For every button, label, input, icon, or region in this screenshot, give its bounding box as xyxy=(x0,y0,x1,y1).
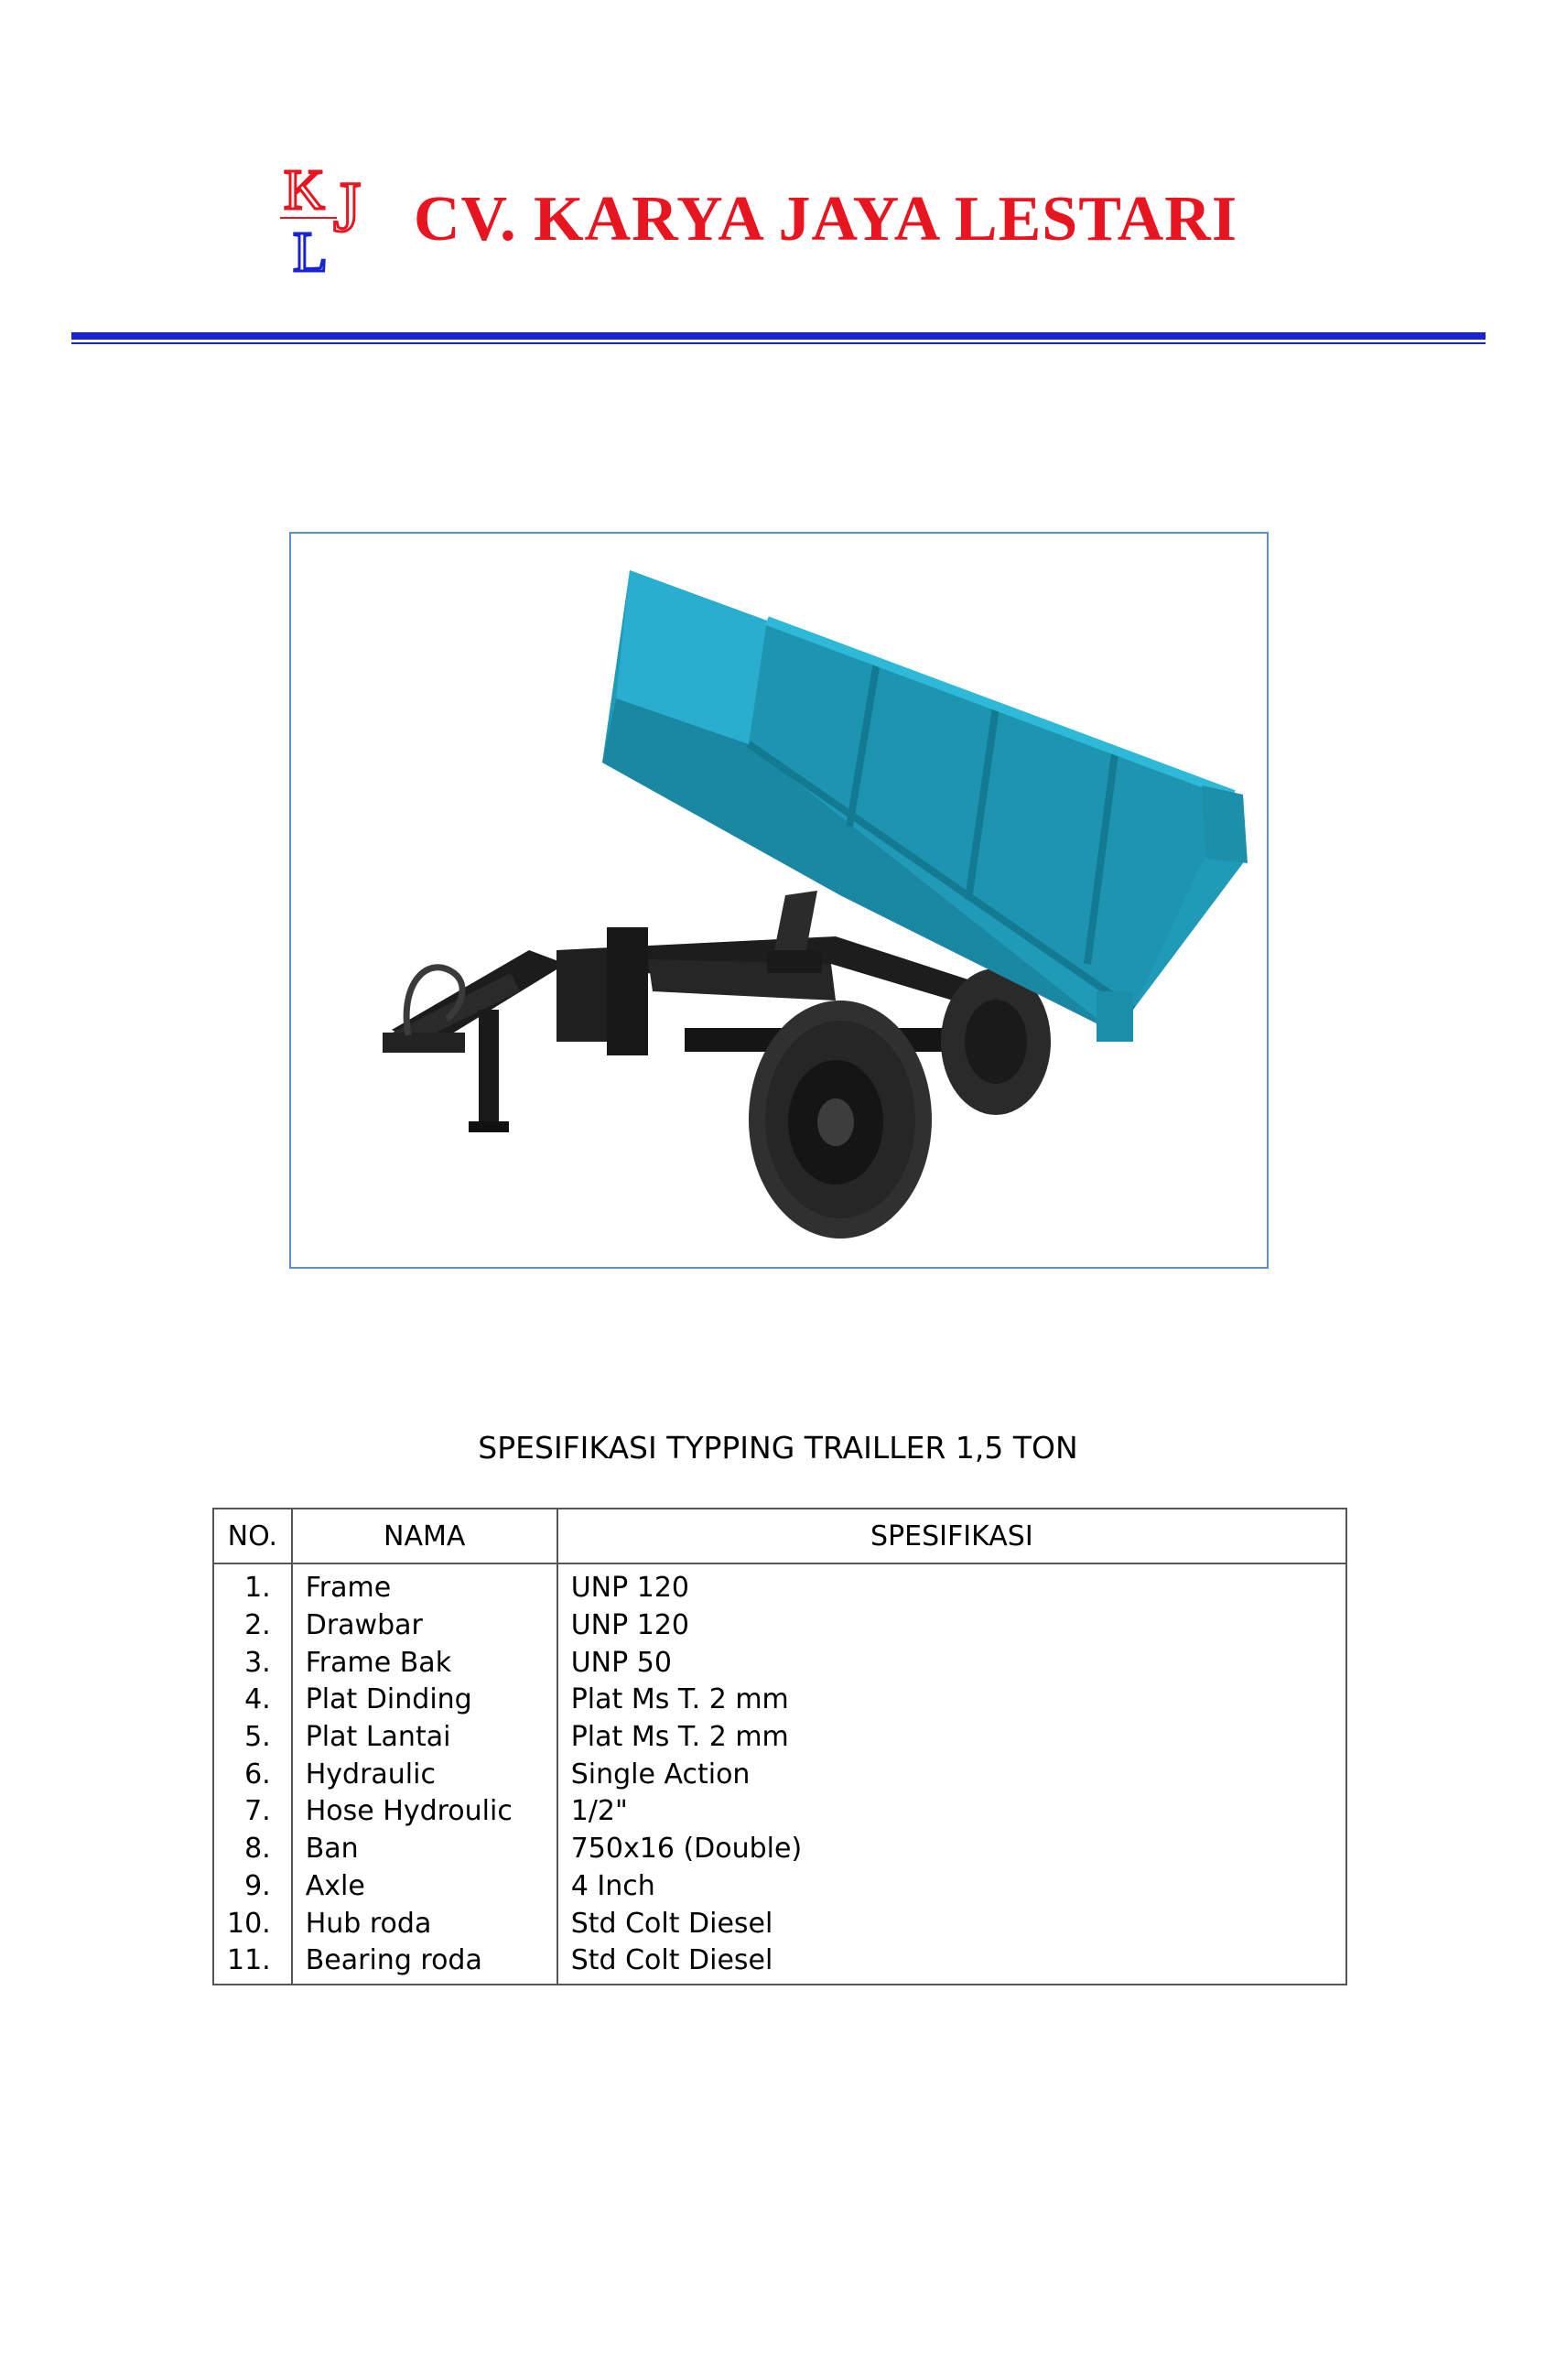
row-no: 1. xyxy=(213,1563,292,1607)
table-row xyxy=(213,1868,1346,1906)
product-photo-frame xyxy=(289,532,1269,1269)
column-header-no: NO. xyxy=(213,1509,292,1563)
row-spesifikasi: UNP 120 xyxy=(557,1607,1346,1645)
row-no: 9. xyxy=(213,1868,292,1906)
row-spesifikasi: 750x16 (Double) xyxy=(557,1831,1346,1868)
row-no: 6. xyxy=(213,1756,292,1793)
letterhead xyxy=(0,146,1556,293)
row-spesifikasi: 4 Inch xyxy=(557,1868,1346,1906)
row-nama: Plat Dinding xyxy=(292,1682,557,1719)
table-row xyxy=(213,1682,1346,1719)
row-nama: Frame xyxy=(292,1563,557,1607)
row-no: 10. xyxy=(213,1905,292,1942)
table-row xyxy=(213,1831,1346,1868)
row-spesifikasi: 1/2" xyxy=(557,1793,1346,1831)
svg-text:J: J xyxy=(333,167,362,246)
header-rule-thin xyxy=(71,342,1486,344)
table-row xyxy=(213,1942,1346,1985)
row-spesifikasi: Std Colt Diesel xyxy=(557,1905,1346,1942)
company-logo xyxy=(276,156,386,284)
row-nama: Drawbar xyxy=(292,1607,557,1645)
row-nama: Hydraulic xyxy=(292,1756,557,1793)
row-nama: Frame Bak xyxy=(292,1644,557,1682)
row-nama: Bearing roda xyxy=(292,1942,557,1985)
row-no: 2. xyxy=(213,1607,292,1645)
table-row xyxy=(213,1756,1346,1793)
spec-table xyxy=(212,1508,1347,1985)
svg-text:K: K xyxy=(284,159,325,222)
row-no: 7. xyxy=(213,1793,292,1831)
row-spesifikasi: UNP 50 xyxy=(557,1644,1346,1682)
row-spesifikasi: Plat Ms T. 2 mm xyxy=(557,1682,1346,1719)
row-nama: Ban xyxy=(292,1831,557,1868)
row-nama: Plat Lantai xyxy=(292,1719,557,1757)
table-row xyxy=(213,1563,1346,1607)
row-spesifikasi: Plat Ms T. 2 mm xyxy=(557,1719,1346,1757)
row-no: 11. xyxy=(213,1942,292,1985)
row-nama: Hose Hydroulic xyxy=(292,1793,557,1831)
row-spesifikasi: Single Action xyxy=(557,1756,1346,1793)
row-no: 8. xyxy=(213,1831,292,1868)
tipping-trailer-photo xyxy=(291,534,1267,1267)
row-spesifikasi: Std Colt Diesel xyxy=(557,1942,1346,1985)
table-row xyxy=(213,1719,1346,1757)
table-row xyxy=(213,1644,1346,1682)
table-row xyxy=(213,1607,1346,1645)
row-no: 3. xyxy=(213,1644,292,1682)
spec-title: SPESIFIKASI TYPPING TRAILLER 1,5 TON xyxy=(478,1430,1078,1466)
row-spesifikasi: UNP 120 xyxy=(557,1563,1346,1607)
row-no: 4. xyxy=(213,1682,292,1719)
company-name: CV. KARYA JAYA LESTARI xyxy=(414,184,1238,254)
table-row xyxy=(213,1905,1346,1942)
spec-table-header xyxy=(213,1509,1346,1563)
table-row xyxy=(213,1793,1346,1831)
column-header-spesifikasi: SPESIFIKASI xyxy=(557,1509,1346,1563)
row-no: 5. xyxy=(213,1719,292,1757)
row-nama: Axle xyxy=(292,1868,557,1906)
svg-text:L: L xyxy=(293,222,328,284)
row-nama: Hub roda xyxy=(292,1905,557,1942)
header-rule-thick xyxy=(71,332,1486,340)
column-header-nama: NAMA xyxy=(292,1509,557,1563)
